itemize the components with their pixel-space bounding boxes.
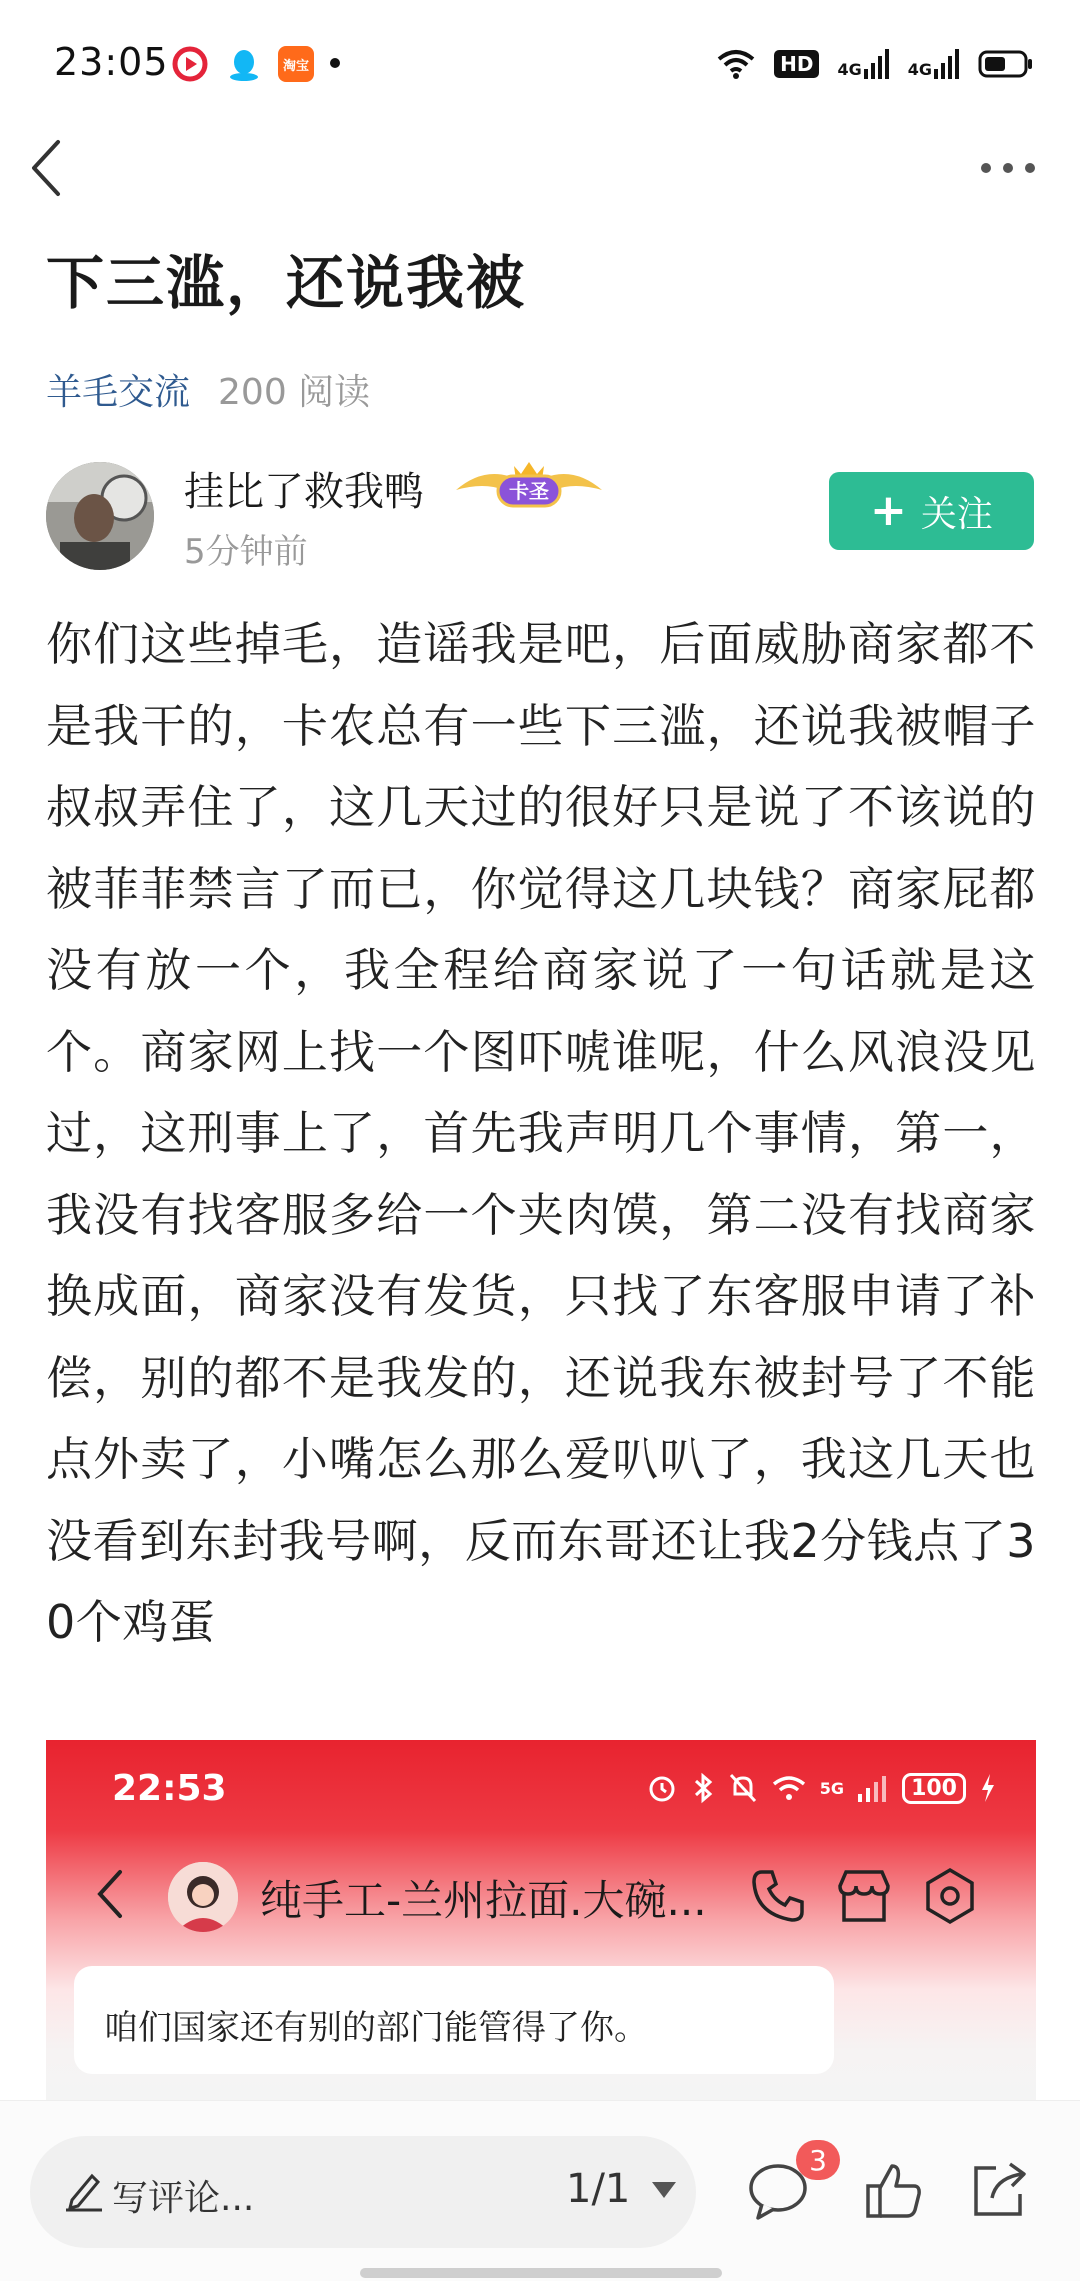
comment-count-badge: 3 bbox=[796, 2140, 840, 2180]
wifi-icon bbox=[716, 48, 756, 80]
battery-indicator: 100 bbox=[902, 1773, 966, 1804]
settings-hex-icon bbox=[918, 1864, 982, 1928]
store-icon bbox=[832, 1864, 896, 1928]
thumbs-up-icon[interactable] bbox=[862, 2158, 926, 2222]
charging-icon bbox=[980, 1774, 996, 1802]
caret-down-icon[interactable] bbox=[650, 2180, 678, 2200]
badge-label: 卡圣 bbox=[509, 479, 549, 503]
more-dots-icon[interactable] bbox=[978, 150, 1038, 186]
network-label: 5G bbox=[819, 1778, 845, 1798]
post-time: 5分钟前 bbox=[184, 532, 308, 572]
alarm-icon bbox=[646, 1772, 678, 1804]
signal-icon bbox=[858, 1774, 888, 1802]
signal-4g-icon: 4G bbox=[908, 49, 960, 79]
mute-bell-icon bbox=[728, 1772, 758, 1804]
crown-badge-icon bbox=[454, 460, 604, 512]
back-chevron-icon[interactable] bbox=[24, 136, 74, 200]
status-time: 23:05 bbox=[54, 40, 169, 84]
channel-link[interactable]: 羊毛交流 bbox=[46, 372, 191, 413]
post-title: 下三滥，还说我被 bbox=[46, 249, 527, 317]
embedded-status-icons bbox=[646, 1768, 996, 1808]
read-count: 200 阅读 bbox=[218, 372, 371, 413]
message-text: 咱们国家还有别的部门能管得了你。 bbox=[104, 2008, 648, 2048]
post-body: 你们这些掉毛，造谣我是吧，后面威胁商家都不是我干的，卡农总有一些下三滥，还说我被帽子叔叔弄住了，这几天过的很好只是说了不该说的被菲菲禁言了而已，你觉得这几块钱？商家屁都没有放一个，我全程给商家说了一句话就是这个。商家网上找一个图吓唬谁呢，什么风浪没见过，这刑事上了，首先我声明几个事情，第一，我没有找客服多给一个夹肉馍，第二没有找商家换成面，商家没有发货，只找了东客服申请了补偿，别的都不是我发的，还说我东被封号了不能点外卖了，小嘴怎么那么爱叭叭了，我这几天也没看到东封我号啊，反而东哥还让我2分钱点了30个鸡蛋 bbox=[46, 617, 1036, 1649]
author-avatar[interactable] bbox=[46, 462, 154, 570]
home-indicator bbox=[360, 2268, 722, 2278]
plus-icon: + bbox=[870, 485, 907, 536]
pencil-icon bbox=[62, 2168, 106, 2212]
follow-button[interactable] bbox=[829, 472, 1034, 550]
page-indicator[interactable]: 1/1 bbox=[566, 2166, 631, 2212]
follow-label: 关注 bbox=[920, 493, 993, 535]
hd-icon: HD bbox=[774, 50, 819, 78]
taobao-icon: 淘宝 bbox=[278, 46, 314, 82]
wifi-icon bbox=[772, 1774, 806, 1802]
bluetooth-icon bbox=[692, 1772, 714, 1804]
embedded-status-time: 22:53 bbox=[112, 1768, 227, 1809]
phone-icon bbox=[746, 1864, 810, 1928]
rednote-icon bbox=[172, 46, 208, 82]
embedded-back-icon bbox=[92, 1866, 128, 1922]
battery-icon bbox=[978, 49, 1034, 79]
share-icon[interactable] bbox=[966, 2158, 1030, 2222]
qq-penguin-icon bbox=[226, 46, 262, 82]
comment-placeholder[interactable]: 写评论... bbox=[112, 2178, 255, 2219]
signal-4g-icon: 4G bbox=[837, 49, 889, 79]
embedded-screenshot-image[interactable] bbox=[46, 1740, 1036, 2100]
notification-dot bbox=[330, 58, 340, 68]
post-meta bbox=[46, 364, 370, 415]
status-right-cluster bbox=[716, 44, 1034, 84]
status-bar bbox=[0, 0, 1080, 130]
shop-avatar bbox=[168, 1862, 238, 1932]
author-name[interactable]: 挂比了救我鸭 bbox=[184, 469, 424, 515]
shop-name: 纯手工-兰州拉面.大碗... bbox=[260, 1876, 707, 1925]
